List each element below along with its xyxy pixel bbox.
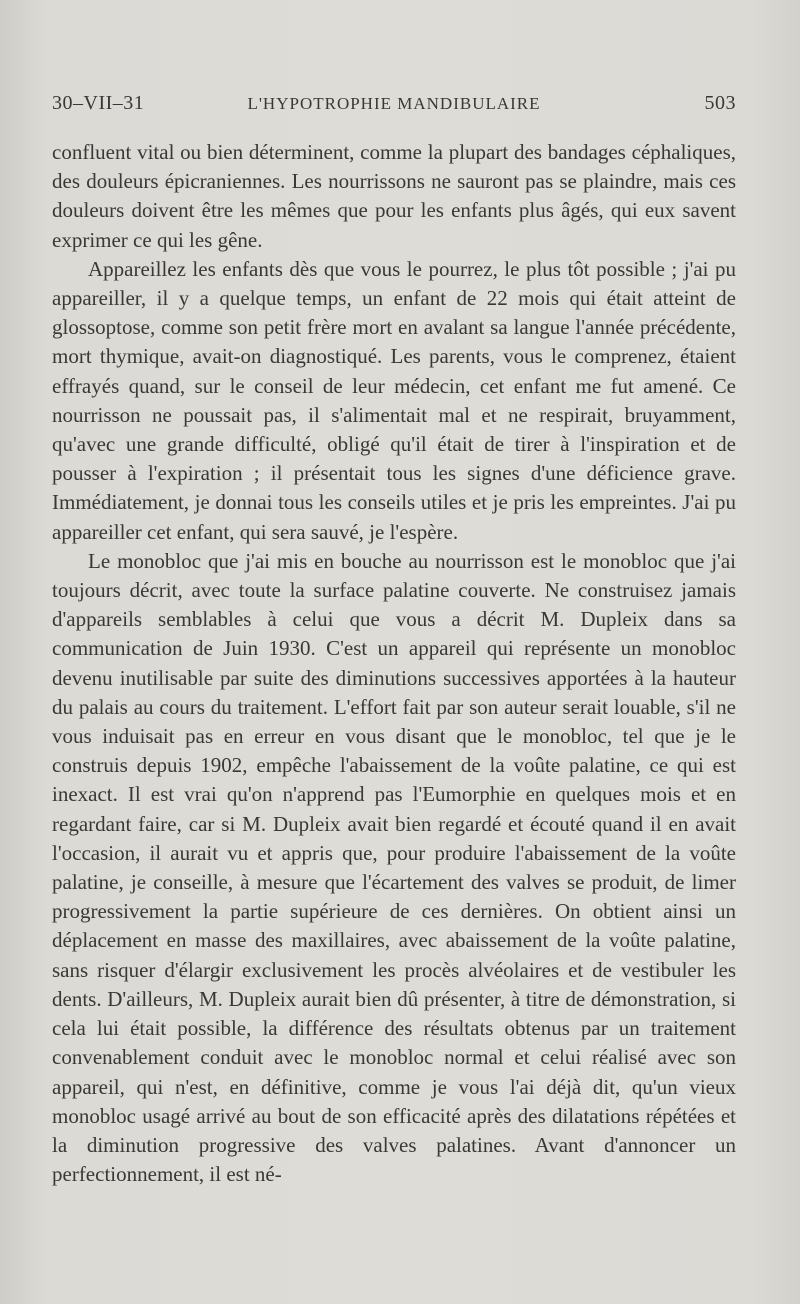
header-title: L'HYPOTROPHIE MANDIBULAIRE [247,94,541,113]
running-header [52,92,736,120]
page-number: 503 [704,92,736,114]
header-date: 30–VII–31 [52,92,145,114]
paragraph-2: Appareillez les enfants dès que vous le pourrez, le plus tôt possible ; j'ai pu appareiller, il y a quelque temps, un enfant de 22 mois qui était atteint de glossoptose, comme son petit frère mort en avalant sa langue l'année précédente, mort thymique, avait-on diagnostiqué. Les parents, vous le comprenez, étaient effrayés quand, sur le conseil de leur médecin, cet enfant me fut amené. Ce nourrisson ne poussait pas, il s'alimentait mal et ne respirait, bruyamment, qu'avec une grande difficulté, obligé qu'il était de tirer à l'inspiration et de pousser à l'expiration ; il présentait tous les signes d'une déficience grave. Immédiatement, je donnai tous les conseils utiles et je pris les empreintes. J'ai pu appareiller cet enfant, qui sera sauvé, je l'espère. [52,256,736,544]
paragraph-3: Le monobloc que j'ai mis en bouche au nourrisson est le monobloc que j'ai toujours décrit, avec toute la surface palatine couverte. Ne construisez jamais d'appareils semblables à celui que vous a décrit M. Dupleix dans sa communication de Juin 1930. C'est un appareil qui représente un monobloc devenu inutilisable par suite des diminutions successives apportées à la hauteur du palais au cours du traitement. L'effort fait par son auteur serait louable, s'il ne vous induisait pas en erreur en vous disant que le monobloc, tel que je le construis depuis 1902, empêche l'abaissement de la voûte palatine, ce qui est inexact. Il est vrai qu'on n'apprend pas l'Eumorphie en quelques mois et en regardant faire, car si M. Dupleix avait bien regardé et écouté quand il en avait l'occasion, il aurait vu et appris que, pour produire l'abaissement de la voûte palatine, je conseille, à mesure que l'écartement des valves se produit, de limer progressivement la partie supérieure de ces dernières. On obtient ainsi un déplacement en masse des maxillaires, avec abaissement de la voûte palatine, sans risquer d'élargir exclusivement les procès alvéolaires et de vestibuler les dents. D'ailleurs, M. Dupleix aurait bien dû présenter, à titre de démonstration, si cela lui était possible, la différence des résultats obtenus par un traitement convenablement conduit avec le monobloc normal et celui réalisé avec son appareil, qui n'est, en définitive, comme je vous l'ai déjà dit, qu'un vieux monobloc usagé arrivé au bout de son efficacité après des dilatations répétées et la diminution progressive des valves palatines. Avant d'annoncer un perfectionnement, il est né- [52,548,736,1187]
body-text [52,138,736,1189]
paragraph-1: confluent vital ou bien déterminent, comme la plupart des bandages céphaliques, des douleurs épicraniennes. Les nourrissons ne sauront pas se plaindre, mais ces douleurs doivent être les mêmes que pour les enfants plus âgés, qui eux savent exprimer ce qui les gêne. [52,140,736,252]
